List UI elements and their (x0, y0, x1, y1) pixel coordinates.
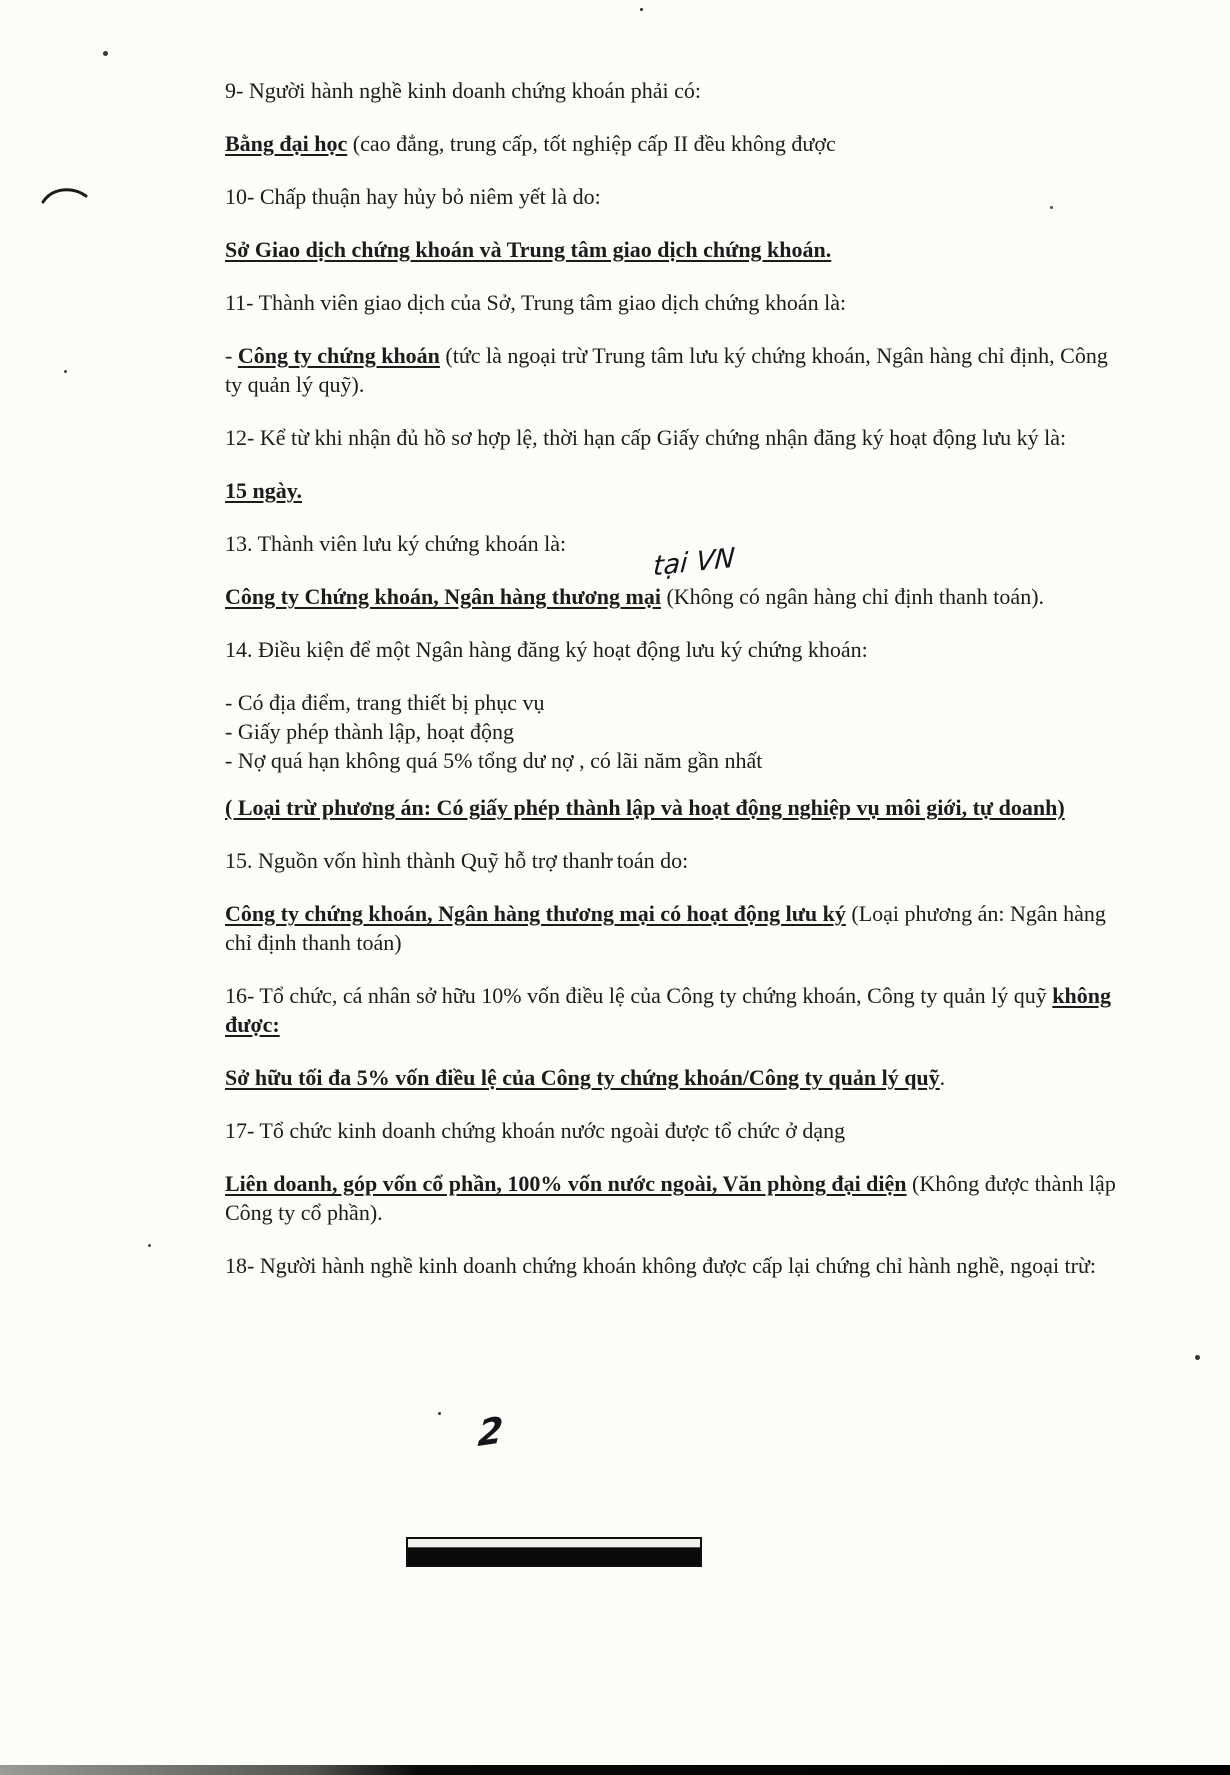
answer-17-note: (Không được thành lập Công ty cổ phần). (225, 1171, 1116, 1225)
question-16-emphasis: không được: (225, 983, 1111, 1037)
answer-10 (225, 235, 1120, 264)
answer-11-dash: - (225, 343, 238, 368)
answer-15-note: (Loại phương án: Ngân hàng chỉ định thanh toán) (225, 901, 1106, 955)
answer-13-note: (Không có ngân hàng chỉ định thanh toán). (660, 584, 1045, 609)
question-14: 14. Điều kiện để một Ngân hàng đăng ký hoạt động lưu ký chứng khoán: (225, 637, 868, 662)
answer-15-key: Công ty chứng khoán, Ngân hàng thương mại có hoạt động lưu ký (225, 901, 846, 926)
answer-9 (225, 129, 1120, 158)
document-content (163, 76, 1120, 1304)
answer-9-key: Bằng đại học (225, 131, 348, 156)
answer-14-exclusion-text: ( Loại trừ phương án: Có giấy phép thành lập và hoạt động nghiệp vụ môi giới, tự doanh) (225, 795, 1065, 820)
pen-squiggle-mark (40, 182, 92, 208)
question-16-text: 16- Tổ chức, cá nhân sở hữu 10% vốn điều lệ của Công ty chứng khoán, Công ty quản lý quỹ (225, 983, 1053, 1008)
handwritten-insertion: tại VN (652, 542, 736, 583)
answer-14-exclusion (225, 793, 1120, 822)
answer-9-note: (cao đẳng, trung cấp, tốt nghiệp cấp II đều không được (347, 131, 836, 156)
question-15: 15. Nguồn vốn hình thành Quỹ hỗ trợ thanh toán do: (225, 848, 689, 873)
question-11: 11- Thành viên giao dịch của Sở, Trung tâm giao dịch chứng khoán là: (225, 290, 847, 315)
scan-artifact-box (406, 1537, 702, 1567)
answer-11-note: (tức là ngoại trừ Trung tâm lưu ký chứng khoán, Ngân hàng chỉ định, Công ty quản lý quỹ). (225, 343, 1108, 397)
scan-artifact-bottom-strip (0, 1765, 1230, 1775)
question-9: 9- Người hành nghề kinh doanh chứng khoán phải có: (225, 78, 701, 103)
answer-12 (225, 476, 1120, 505)
question-12: 12- Kể từ khi nhận đủ hồ sơ hợp lệ, thời hạn cấp Giấy chứng nhận đăng ký hoạt động lưu ký là: (225, 425, 1067, 450)
answer-11 (225, 341, 1120, 399)
handwritten-page-number: 2 (476, 1409, 505, 1456)
question-10: 10- Chấp thuận hay hủy bỏ niêm yết là do: (225, 184, 601, 209)
answer-17-key: Liên doanh, góp vốn cổ phần, 100% vốn nước ngoài, Văn phòng đại diện (225, 1171, 907, 1196)
answer-14-bullet-3: - Nợ quá hạn không quá 5% tổng dư nợ , có lãi năm gần nhất (225, 748, 763, 773)
answer-14-bullet-1: - Có địa điểm, trang thiết bị phục vụ (225, 690, 545, 715)
answer-11-key: Công ty chứng khoán (237, 343, 440, 368)
question-18: 18- Người hành nghề kinh doanh chứng khoán không được cấp lại chứng chỉ hành nghề, ngoại trừ: (225, 1253, 1097, 1278)
scan-specks (640, 8, 643, 11)
answer-15 (225, 899, 1120, 957)
answer-17 (225, 1169, 1120, 1227)
answer-16 (225, 1063, 1120, 1092)
answer-12-key: 15 ngày. (225, 478, 303, 503)
answer-10-key: Sở Giao dịch chứng khoán và Trung tâm giao dịch chứng khoán. (225, 237, 832, 262)
answer-16-key: Sở hữu tối đa 5% vốn điều lệ của Công ty chứng khoán/Công ty quản lý quỹ (225, 1065, 940, 1090)
question-17: 17- Tổ chức kinh doanh chứng khoán nước ngoài được tổ chức ở dạng (225, 1118, 846, 1143)
answer-13-key: Công ty Chứng khoán, Ngân hàng thương mại (225, 584, 661, 609)
question-13: 13. Thành viên lưu ký chứng khoán là: (225, 531, 567, 556)
answer-16-period: . (939, 1065, 946, 1090)
answer-14-bullet-2: - Giấy phép thành lập, hoạt động (225, 719, 514, 744)
question-16 (225, 981, 1120, 1039)
